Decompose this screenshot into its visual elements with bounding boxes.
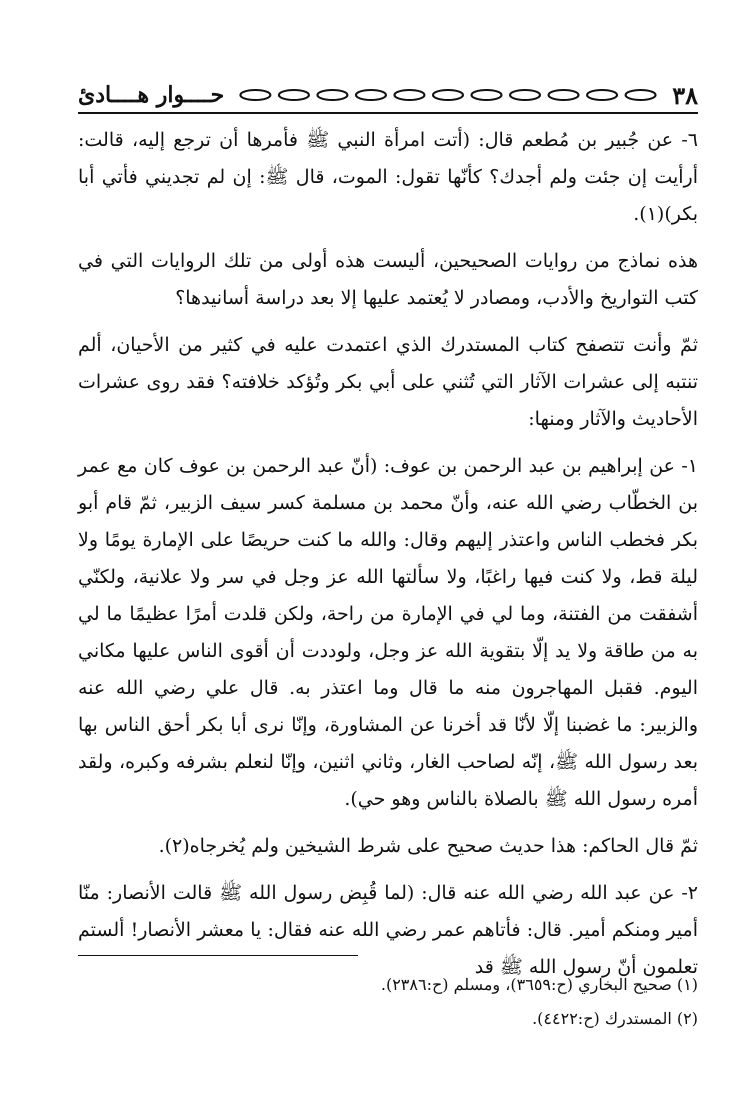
page-header bbox=[78, 78, 698, 114]
paragraph-mustadrak-intro: ثمّ وأنت تتصفح كتاب المستدرك الذي اعتمدت عليه في كثير من الأحيان، ألم تنتبه إلى عشرات الآثار التي تُثني على أبي بكر وتُؤكد خلافته؟ فقد روى عشرات الأحاديث والآثار ومنها: bbox=[78, 334, 698, 430]
body-text bbox=[78, 122, 698, 986]
footnotes bbox=[78, 968, 698, 1036]
footnote-1: (١) صحيح البخاري (ح:٣٦٥٩)، ومسلم (ح:٢٣٨٦). bbox=[380, 975, 698, 994]
paragraph-hakim-note: ثمّ قال الحاكم: هذا حديث صحيح على شرط الشيخين ولم يُخرجاه(٢). bbox=[158, 835, 698, 857]
footnote-2: (٢) المستدرك (ح:٤٤٢٢). bbox=[532, 1009, 698, 1028]
page-number: ٣٨ bbox=[672, 80, 698, 110]
paragraph-narration-2: ٢- عن عبد الله رضي الله عنه قال: (لما قُبِض رسول الله ﷺ قالت الأنصار: منّا أمير ومنكم أمير. قال: فأتاهم عمر رضي الله عنه فقال: يا معشر الأنصار! ألستم تعلمون أنّ رسول الله ﷺ قد bbox=[78, 882, 698, 978]
footnote-divider bbox=[78, 955, 358, 956]
ornament-border-icon bbox=[234, 85, 662, 105]
running-title: حــــوار هــــادئ bbox=[78, 82, 225, 108]
paragraph-hadith-6: ٦- عن جُبير بن مُطعم قال: (أتت امرأة النبي ﷺ فأمرها أن ترجع إليه، قالت: أرأيت إن جئت ولم أجدك؟ كأنّها تقول: الموت، قال ﷺ: إن لم تجديني فأتي أبا بكر)(١). bbox=[78, 129, 698, 225]
paragraph-narration-1: ١- عن إبراهيم بن عبد الرحمن بن عوف: (أنّ عبد الرحمن بن عوف كان مع عمر بن الخطّاب رضي الله عنه، وأنّ محمد بن مسلمة كسر سيف الزبير، ثمّ قام أبو بكر فخطب الناس واعتذر إليهم وقال: والله ما كنت حريصًا على الإمارة يومًا ولا ليلة قط، ولا كنت فيها راغبًا، ولا سألتها الله عز وجل في سر ولا علانية، ولكنّي أشفقت من الفتنة، وما لي في الإمارة من راحة، ولكن قلدت أمرًا عظيمًا ما لي به من طاقة ولا يد إلّا بتقوية الله عز وجل، ولوددت أن أقوى الناس عليها مكاني اليوم. فقبل المهاجرون منه ما قال وما اعتذر به. قال علي رضي الله عنه والزبير: ما غضبنا إلّا لأنّا قد أخرنا عن المشاورة، وإنّا نرى أبا بكر أحق الناس بها بعد رسول الله ﷺ، إنّه لصاحب الغار، وثاني اثنين، وإنّا لنعلم بشرفه وكبره، ولقد أمره رسول الله ﷺ بالصلاة بالناس وهو حي). bbox=[78, 455, 698, 810]
page bbox=[78, 78, 698, 996]
paragraph-comment: هذه نماذج من روايات الصحيحين، أليست هذه أولى من تلك الروايات التي في كتب التواريخ والأدب، ومصادر لا يُعتمد عليها إلا بعد دراسة أسانيدها؟ bbox=[78, 250, 698, 309]
